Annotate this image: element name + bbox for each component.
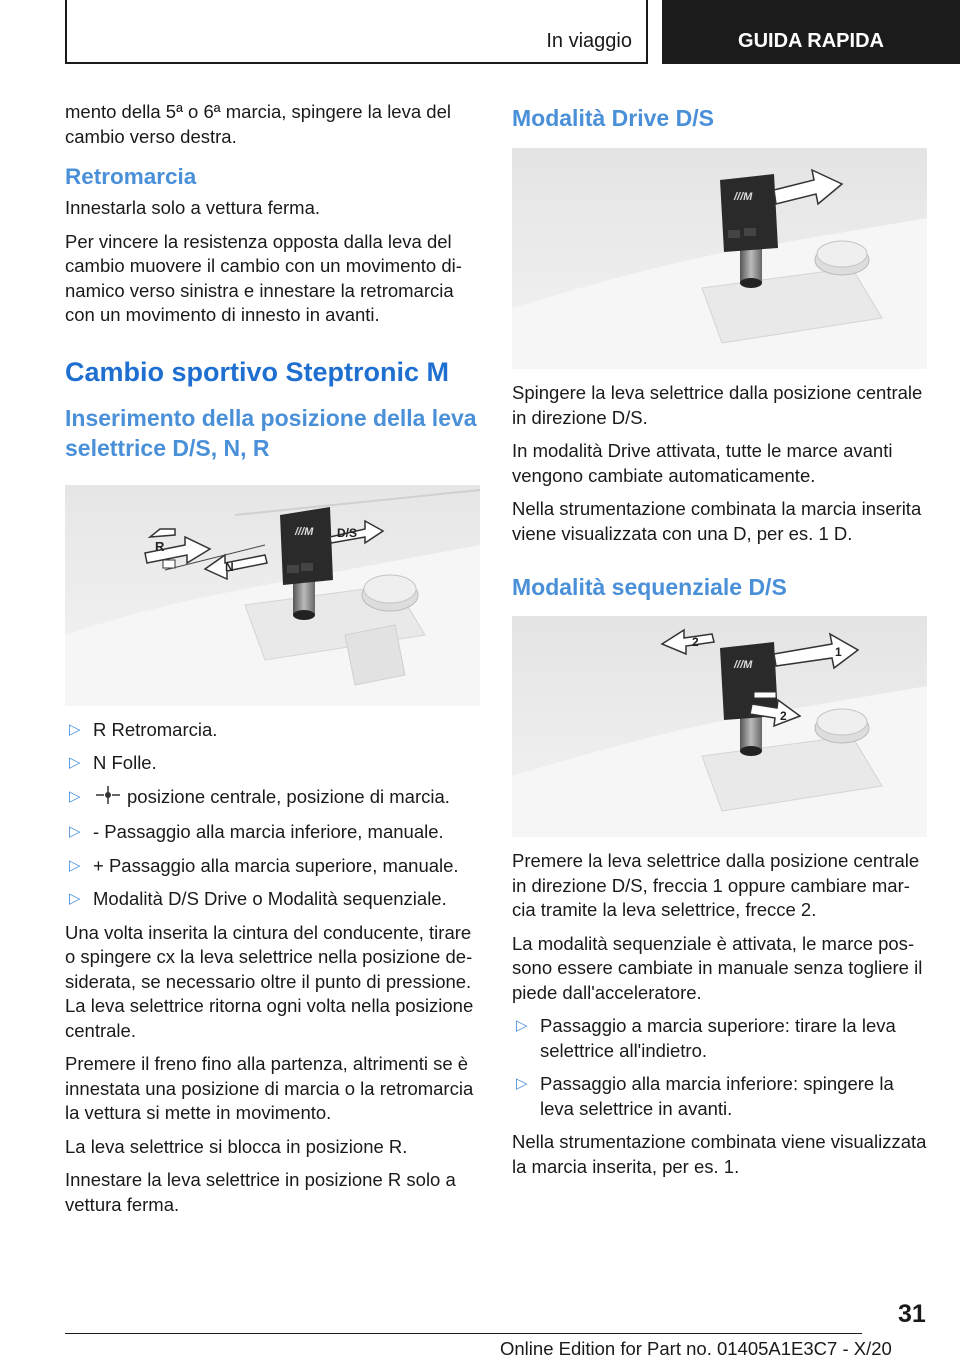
drive-paragraph-2: In modalità Drive attivata, tutte le marce avanti vengono cambiate automaticamente. [512,440,893,486]
triangle-bullet-icon: ▷ [69,720,81,738]
list-item: ▷ Passaggio alla marcia inferiore: spingere la leva selettrice in avanti. [516,1073,894,1119]
sequential-mode-heading: Modalità sequenziale D/S [512,574,787,600]
list-item: ▷ posizione centrale, posizione di marcia. [65,785,480,812]
header-section-title: In viaggio [546,30,632,52]
label-arrow-2-bottom: 2 [780,709,787,723]
gear-selector-figure-3 [512,616,927,837]
selector-positions-list [65,718,480,912]
seq-paragraph-1: Premere la leva selettrice dalla posizione centrale in direzione D/S, freccia 1 oppure cambiare marcia tramite la leva selettrice, frecce 2. [512,850,920,920]
triangle-bullet-icon: ▷ [516,1017,528,1034]
triangle-bullet-icon: ▷ [69,787,81,805]
triangle-bullet-icon: ▷ [69,890,81,907]
sequential-shift-list [512,1014,927,1121]
label-n: N [225,559,234,574]
page-number: 31 [898,1300,926,1328]
intro-paragraph: mento della 5ª o 6ª marcia, spingere la leva del cambio verso destra. [65,101,451,147]
header-chapter-tab[interactable] [662,0,960,64]
list-item: ▷ Passaggio a marcia superiore: tirare la leva selettrice all'indietro. [516,1015,896,1061]
header-chapter-label: GUIDA RAPIDA [738,30,884,52]
footer-divider [65,1333,862,1334]
drive-paragraph-1: Spingere la leva selettrice dalla posizione centrale in direzione D/S. [512,382,923,428]
label-arrow-2-top: 2 [692,635,699,649]
gear-selector-figure-1 [65,485,480,706]
drive-mode-heading: Modalità Drive D/S [512,105,714,131]
label-ds: D/S [337,525,358,540]
m-logo-text: ///M [734,659,753,671]
gear-selector-illustration-3 [512,616,927,837]
section-heading: Cambio sportivo Steptronic M [65,356,450,387]
retromarcia-heading: Retromarcia [65,164,197,189]
triangle-bullet-icon: ▷ [69,754,81,771]
label-r: R [155,538,165,554]
drive-paragraph-3: Nella strumentazione combinata la marcia inserita viene visualizzata con una D, per es. 1 D. [512,498,922,544]
list-item: ▷ - Passaggio alla marcia inferiore, manuale. [65,820,480,845]
footer-edition-text: Online Edition for Part no. 01405A1E3C7 - X/20 [500,1338,892,1359]
body-paragraph-1: Una volta inserita la cintura del conducente, tirare o spingere cx la leva selettrice nella posizione desiderata, se necessario oltre il punto di pressione. La leva selettrice ritorna ogni volta nella posizione centrale. [65,921,474,1041]
gear-selector-illustration-1 [65,485,480,706]
list-item: ▷ + Passaggio alla marcia superiore, manuale. [65,854,480,879]
triangle-bullet-icon: ▷ [69,856,81,874]
list-item: ▷ N Folle. [65,751,480,776]
m-logo-text: ///M [295,525,314,538]
list-item: ▷ Modalità D/S Drive o Modalità sequenziale. [65,887,480,912]
seq-paragraph-2: La modalità sequenziale è attivata, le marce possono essere cambiate in manuale senza togliere il piede dall'acceleratore. [512,932,923,1003]
gear-selector-illustration-2 [512,148,927,369]
retro-paragraph-2: Per vincere la resistenza opposta dalla leva del cambio muovere il cambio con un movimento dinamico verso sinistra e innestare la retromarcia con un movimento di innesto in avanti. [65,230,462,325]
subsection-heading: Inserimento della posizione della leva selettrice D/S, N, R [65,404,477,461]
left-column [65,100,480,1226]
retro-paragraph-1: Innestarla solo a vettura ferma. [65,197,321,218]
right-column [512,100,927,1188]
body-paragraph-4: Innestare la leva selettrice in posizione R solo a vettura ferma. [65,1169,456,1215]
header-frame [65,0,648,64]
triangle-bullet-icon: ▷ [516,1075,528,1092]
gear-selector-figure-2 [512,148,927,369]
body-paragraph-2: Premere il freno fino alla partenza, altrimenti se è innestata una posizione di marcia o la retromarcia la vettura si mette in movimento. [65,1053,474,1123]
label-arrow-1: 1 [835,645,842,659]
body-paragraph-3: La leva selettrice si blocca in posizione R. [65,1135,408,1157]
seq-paragraph-3: Nella strumentazione combinata viene visualizzata la marcia inserita, per es. 1. [512,1131,927,1177]
triangle-bullet-icon: ▷ [69,823,81,840]
center-position-icon [95,785,121,812]
m-logo-text: ///M [734,191,753,203]
list-item: ▷ R Retromarcia. [65,718,480,743]
